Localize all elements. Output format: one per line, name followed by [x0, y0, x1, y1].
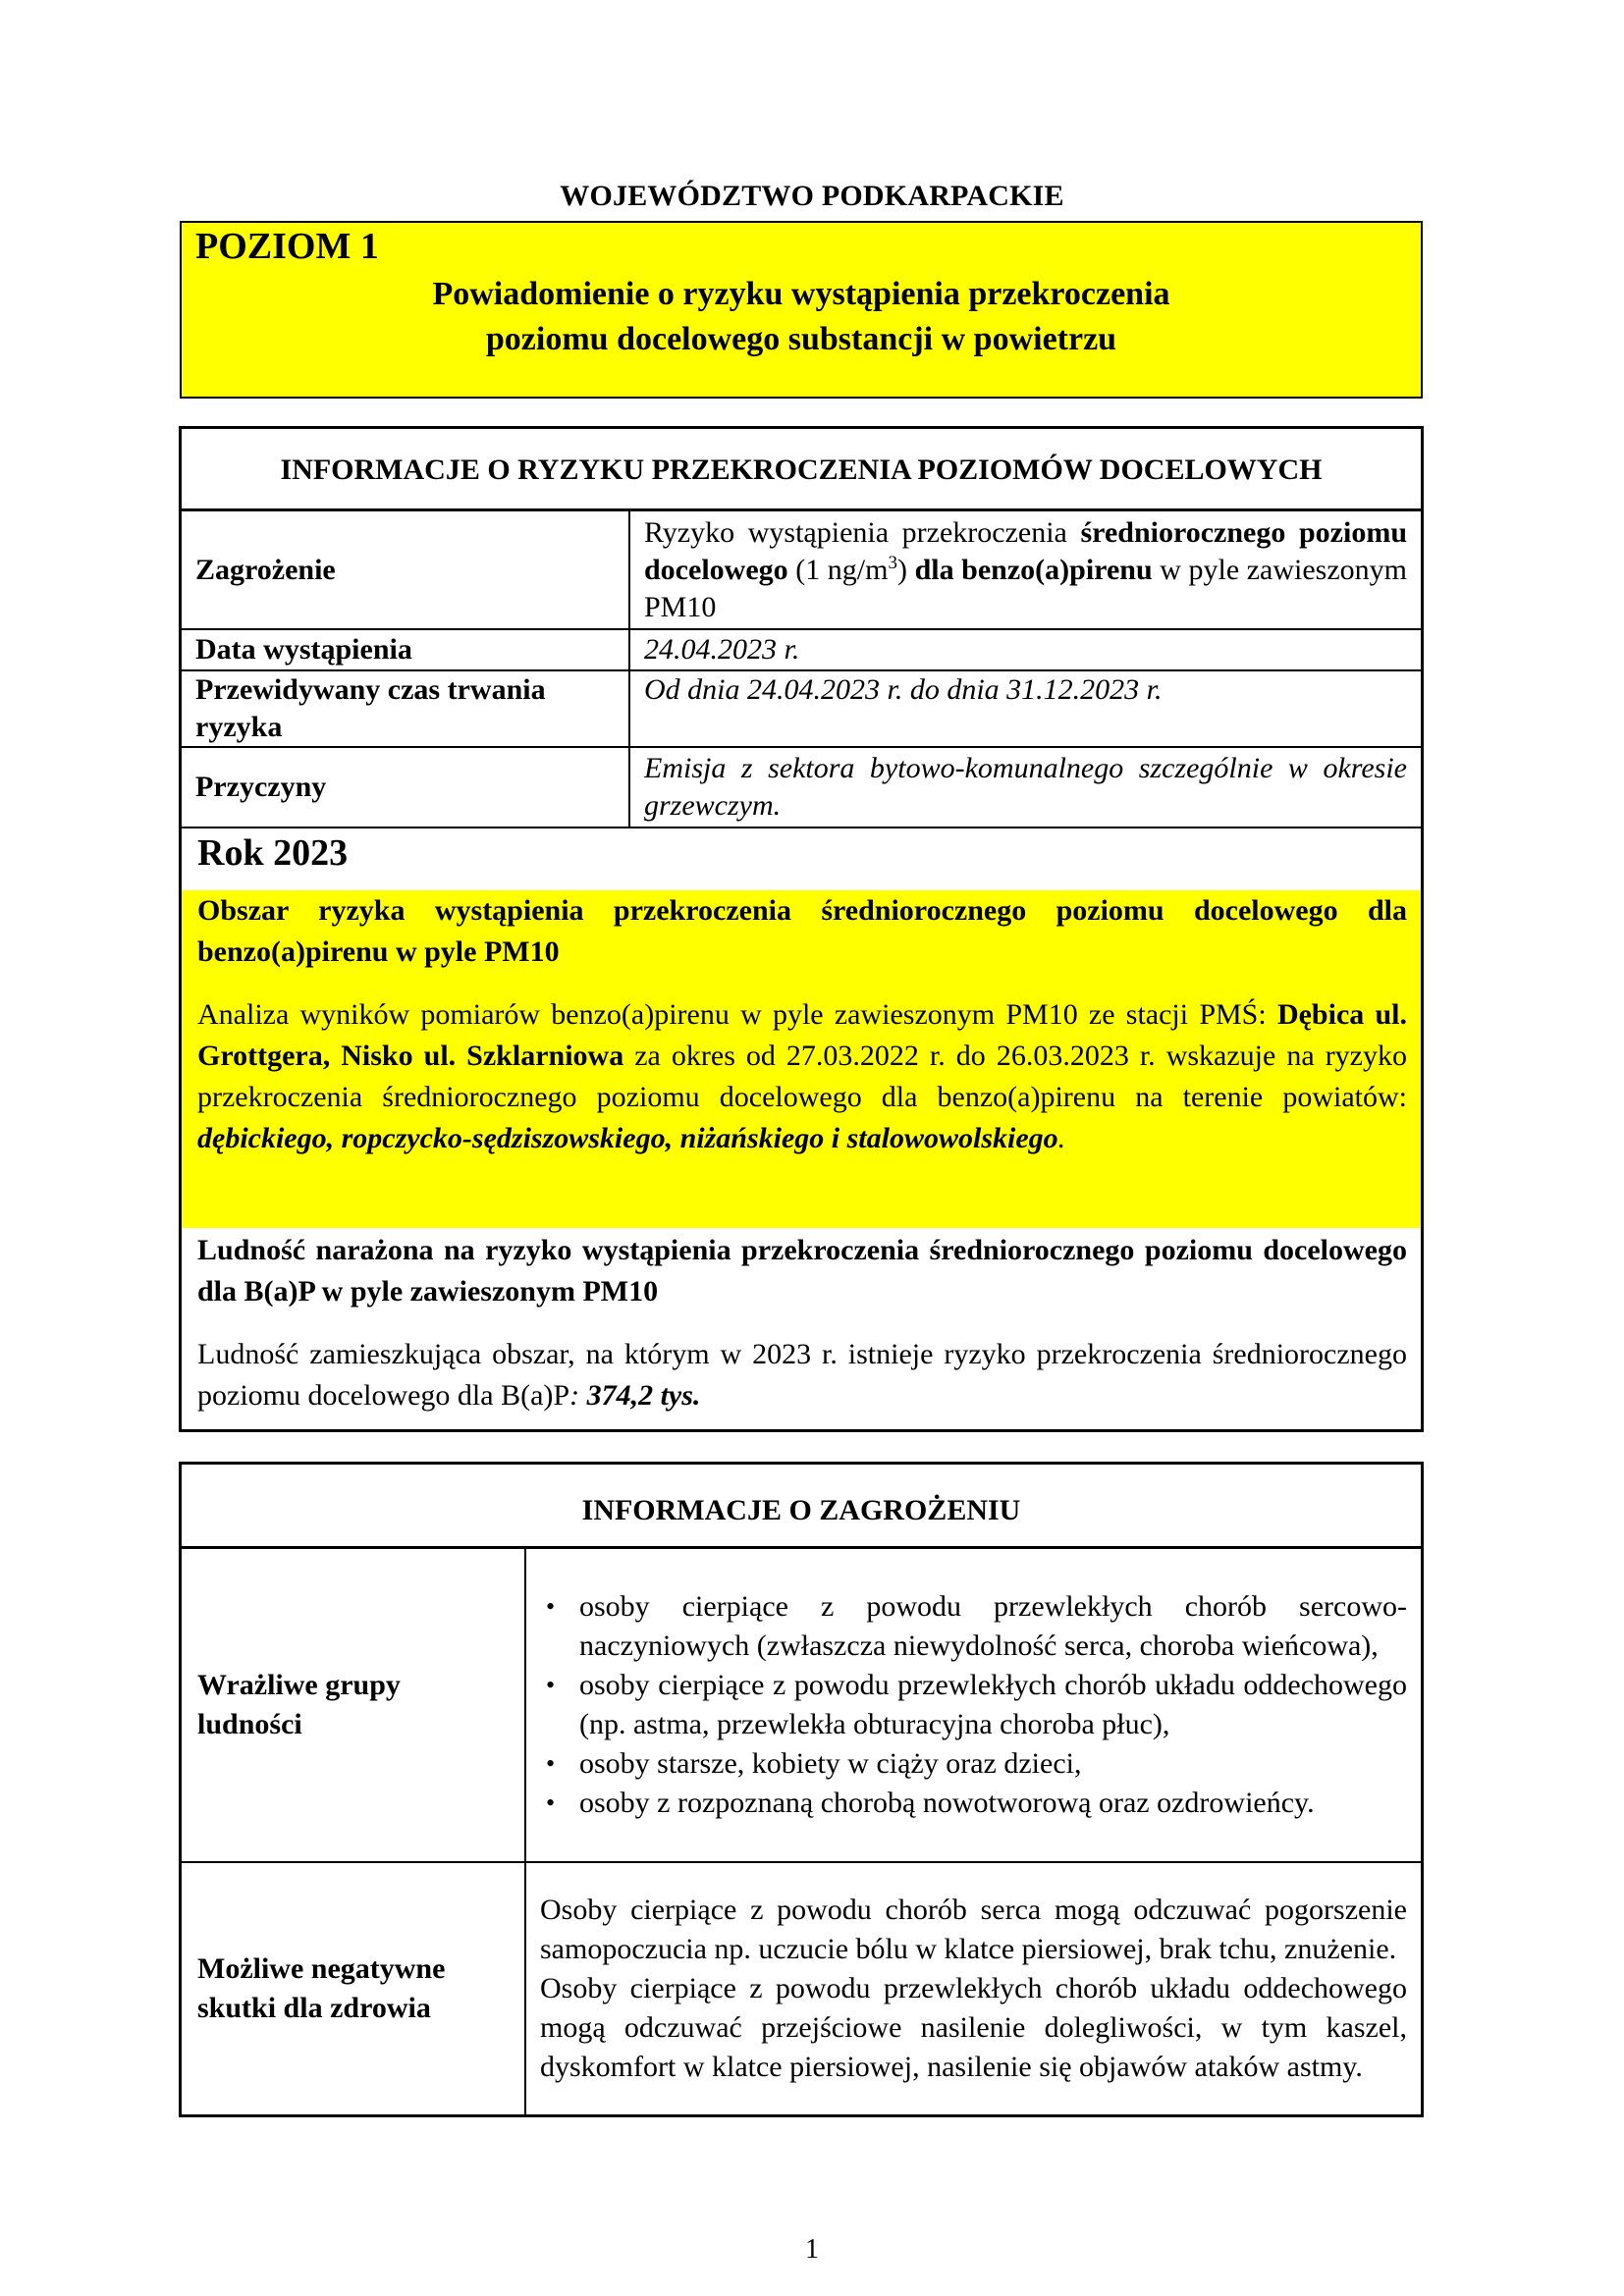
- risk-label-date: Data wystąpienia: [182, 629, 629, 670]
- page-number: 1: [805, 2234, 819, 2265]
- risk-area-text: Analiza wyników pomiarów benzo(a)pirenu w pyle zawieszonym PM10 ze stacji PMŚ: Dębica ul. Grottgera, Nisko ul. Szklarniowa za okres od 27.03.2022 r. do 26.03.2023 r. wskazuje na ryzyko przekroczenia średniorocznego poziomu docelowego dla benzo(a)pirenu na terenie powiatów: dębickiego, ropczycko-sędziszowskiego, niżańskiego i stalowowolskiego.: [197, 998, 1408, 1154]
- population-value: 374,2 tys.: [586, 1379, 701, 1412]
- threat-info-heading: INFORMACJE O ZAGROŻENIU: [182, 1465, 1421, 1549]
- year-label: Rok 2023: [197, 832, 349, 874]
- risk-info-heading: INFORMACJE O RYZYKU PRZEKROCZENIA POZIOMÓW DOCELOWYCH: [182, 429, 1421, 511]
- health-effects-text: [525, 1862, 1421, 2114]
- risk-info-table: [182, 511, 1421, 828]
- vulnerable-groups-label: Wrażliwe grupy ludności: [182, 1549, 525, 1862]
- risk-label-causes: Przyczyny: [182, 747, 629, 828]
- risk-row-threat: [182, 511, 1421, 629]
- notification-title-line2: poziomu docelowego substancji w powietrzu: [485, 321, 1117, 357]
- risk-value-duration: Od dnia 24.04.2023 r. do dnia 31.12.2023 r.: [629, 670, 1421, 747]
- risk-value-causes: Emisja z sektora bytowo-komunalnego szczególnie w okresie grzewczym.: [629, 747, 1421, 828]
- health-effects-respiratory: Osoby cierpiące z powodu przewlekłych chorób układu oddechowego mogą odczuwać przejściowe nasilenie dolegliwości, w tym kaszel, dyskomfort w klatce piersiowej, nasilenie się objawów ataków astmy.: [540, 1972, 1407, 2084]
- list-item: • osoby starsze, kobiety w ciąży oraz dzieci,: [579, 1744, 1407, 1784]
- notification-title: [182, 272, 1421, 362]
- population-heading: Ludność narażona na ryzyko wystąpienia przekroczenia średniorocznego poziomu docelowego dla B(a)P w pyle zawieszonym PM10: [197, 1234, 1407, 1308]
- list-item: • osoby cierpiące z powodu przewlekłych chorób sercowo-naczyniowych (zwłaszcza niewydolność serca, choroba wieńcowa),: [579, 1587, 1407, 1666]
- threat-row-effects: [182, 1862, 1421, 2114]
- list-item: • osoby z rozpoznaną chorobą nowotworową oraz ozdrowieńcy.: [579, 1784, 1407, 1823]
- level-banner: [180, 221, 1423, 399]
- risk-label-threat: Zagrożenie: [182, 511, 629, 629]
- region-title: WOJEWÓDZTWO PODKARPACKIE: [560, 180, 1064, 212]
- risk-row-duration: [182, 670, 1421, 747]
- notification-title-line1: Powiadomienie o ryzyku wystąpienia przekroczenia: [432, 276, 1170, 312]
- list-item: • osoby cierpiące z powodu przewlekłych chorób układu oddechowego (np. astma, przewlekła obturacyjna choroba płuc),: [579, 1666, 1407, 1744]
- risk-value-date: 24.04.2023 r.: [629, 629, 1421, 670]
- risk-row-causes: [182, 747, 1421, 828]
- health-effects-label: Możliwe negatywne skutki dla zdrowia: [182, 1862, 525, 2114]
- risk-label-duration: Przewidywany czas trwania ryzyka: [182, 670, 629, 747]
- threat-info-section: [179, 1462, 1424, 2117]
- level-label: POZIOM 1: [195, 226, 379, 267]
- vulnerable-groups-list: [525, 1549, 1421, 1862]
- threat-info-table: [182, 1549, 1421, 2114]
- health-effects-heart: Osoby cierpiące z powodu chorób serca mogą odczuwać pogorszenie samopoczucia np. uczucie bólu w klatce piersiowej, brak tchu, znużenie.: [540, 1894, 1407, 1966]
- population-text: Ludność zamieszkująca obszar, na którym w 2023 r. istnieje ryzyko przekroczenia średniorocznego poziomu docelowego dla B(a)P: 374,2 tys.: [197, 1338, 1407, 1412]
- risk-value-threat: Ryzyko wystąpienia przekroczenia średniorocznego poziomu docelowego (1 $ng/m^3$) dla benzo(a)pirenu w pyle zawieszonym PM10: [629, 511, 1421, 629]
- risk-info-section: [179, 426, 1424, 1432]
- threat-row-vulnerable: [182, 1549, 1421, 1862]
- risk-row-date: [182, 629, 1421, 670]
- risk-area-heading: Obszar ryzyka wystąpienia przekroczenia średniorocznego poziomu docelowego dla benzo(a)pirenu w pyle PM10: [197, 894, 1407, 968]
